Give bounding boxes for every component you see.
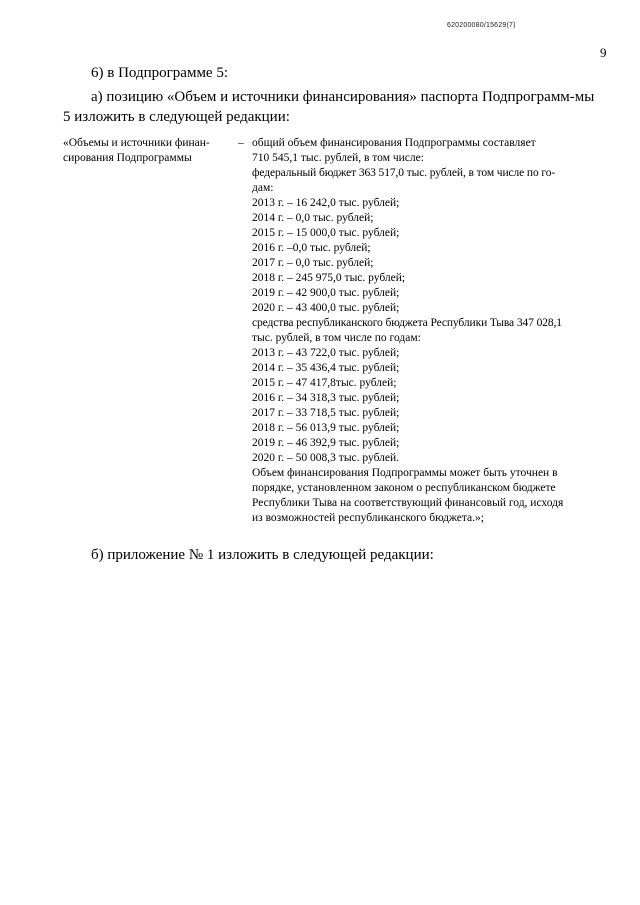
document-id: 620200080/15629(7) xyxy=(447,22,516,29)
value-line: 2020 г. – 43 400,0 тыс. рублей; xyxy=(252,302,400,314)
paragraph-item-a: а) позицию «Объем и источники финансирования» паспорта Подпрограмм-мы xyxy=(91,89,595,105)
value-line: тыс. рублей, в том числе по годам: xyxy=(252,332,421,344)
value-line: 2013 г. – 16 242,0 тыс. рублей; xyxy=(252,197,400,209)
value-line: 2019 г. – 46 392,9 тыс. рублей; xyxy=(252,437,400,449)
value-line: 2014 г. – 0,0 тыс. рублей; xyxy=(252,212,374,224)
value-line: общий объем финансирования Подпрограммы составляет xyxy=(252,137,536,149)
value-line: 2013 г. – 43 722,0 тыс. рублей; xyxy=(252,347,400,359)
value-line: Объем финансирования Подпрограммы может быть уточнен в xyxy=(252,467,558,479)
value-line: 2018 г. – 56 013,9 тыс. рублей; xyxy=(252,422,400,434)
paragraph-subprogram-5: 6) в Подпрограмме 5: xyxy=(91,65,229,81)
value-line: 2016 г. – 34 318,3 тыс. рублей; xyxy=(252,392,400,404)
value-line: федеральный бюджет 363 517,0 тыс. рублей, в том числе по го- xyxy=(252,167,556,179)
paragraph-item-a-continued: 5 изложить в следующей редакции: xyxy=(63,109,290,125)
value-line: 2017 г. – 0,0 тыс. рублей; xyxy=(252,257,374,269)
value-line: порядке, установленном законом о республиканском бюджете xyxy=(252,482,556,494)
page-number: 9 xyxy=(600,45,607,60)
paragraph-item-b: б) приложение № 1 изложить в следующей редакции: xyxy=(91,547,434,563)
value-line: 2018 г. – 245 975,0 тыс. рублей; xyxy=(252,272,406,284)
funding-table-value-cell xyxy=(252,136,623,526)
value-line: 2019 г. – 42 900,0 тыс. рублей; xyxy=(252,287,400,299)
value-line: 2020 г. – 50 008,3 тыс. рублей. xyxy=(252,452,400,464)
label-line: сирования Подпрограммы xyxy=(63,152,192,164)
value-line: 2015 г. – 47 417,8тыс. рублей; xyxy=(252,377,397,389)
value-line: 2016 г. –0,0 тыс. рублей; xyxy=(252,242,371,254)
funding-table-dash: – xyxy=(238,137,244,149)
value-line: 2014 г. – 35 436,4 тыс. рублей; xyxy=(252,362,400,374)
value-line: дам: xyxy=(252,182,274,194)
label-line: «Объемы и источники финан- xyxy=(63,137,210,149)
value-line: средства республиканского бюджета Республики Тыва 347 028,1 xyxy=(252,317,562,329)
value-line: Республики Тыва на соответствующий финансовый год, исходя xyxy=(252,497,564,509)
value-line: 710 545,1 тыс. рублей, в том числе: xyxy=(252,152,424,164)
value-line: 2017 г. – 33 718,5 тыс. рублей; xyxy=(252,407,400,419)
value-line: из возможностей республиканского бюджета.»; xyxy=(252,512,484,524)
funding-table-label-cell xyxy=(63,136,238,166)
value-line: 2015 г. – 15 000,0 тыс. рублей; xyxy=(252,227,400,239)
